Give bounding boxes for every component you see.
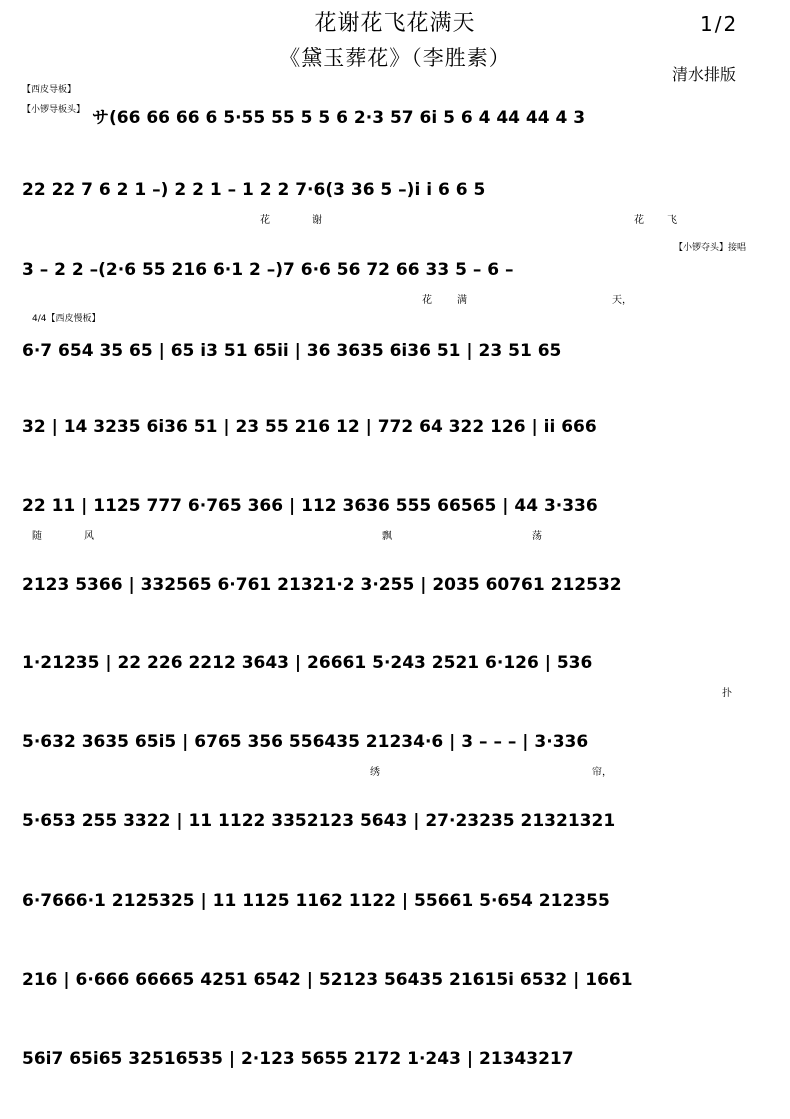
arranger-credit: 清水排版: [672, 65, 737, 84]
lyric: 花: [260, 215, 270, 226]
notation-line: 216 | 6·666 66665 4251 6542 | 52123 56435 21615i 6532 | 1661: [22, 970, 633, 990]
notation-line: 1·21235 | 22 226 2212 3643 | 26661 5·243 2521 6·126 | 536: [22, 653, 593, 673]
lyric: 飞: [667, 215, 677, 226]
notation-line: サ(66 66 66 6 5·55 55 5 5 6 2·3 57 6i 5 6 4 44 44 4 3: [92, 107, 586, 128]
score-system-13: [22, 1044, 772, 1088]
lyric: 随: [32, 531, 42, 542]
lyric: 花: [422, 295, 432, 306]
notation-line: 32 | 14 3235 6i36 51 | 23 55 216 12 | 772 64 322 126 | ii 666: [22, 417, 597, 437]
page-number: 1/2: [700, 12, 739, 36]
notation-line: 22 11 | 1125 777 6·765 366 | 112 3636 555 66565 | 44 3·336: [22, 496, 598, 516]
score-system-3: [22, 243, 772, 306]
lyric: 天，: [612, 295, 632, 306]
score-system-4: [22, 314, 772, 380]
score-system-2: [22, 175, 772, 226]
notation-line: 56i7 65i65 32516535 | 2·123 5655 2172 1·243 | 21343217: [22, 1049, 574, 1069]
page-title: 花谢花飞花满天: [314, 11, 476, 36]
lyric: 风: [84, 531, 94, 542]
section-tag: 4/4【西皮慢板】: [32, 314, 101, 324]
lyric: 帘，: [592, 767, 612, 778]
score-system-8: [22, 648, 772, 699]
lyric: 扑: [722, 688, 732, 699]
notation-line: 6·7 654 35 65 | 65 i3 51 65ii | 36 3635 6i36 51 | 23 51 65: [22, 341, 562, 361]
score-system-10: [22, 806, 772, 850]
score-system-9: [22, 727, 772, 778]
notation-line: 6·7666·1 2125325 | 11 1125 1162 1122 | 55661 5·654 212355: [22, 891, 610, 911]
score-system-7: [22, 570, 772, 614]
section-tag: 【小锣导板头】: [22, 105, 86, 115]
lyric: 飘: [382, 531, 392, 542]
lyric: 谢: [312, 215, 322, 226]
section-tag: 【小锣夺头】接唱: [674, 243, 747, 253]
score-system-5: [22, 412, 772, 456]
page-subtitle: 《黛玉葬花》（李胜素）: [279, 46, 511, 70]
lyric: 满: [457, 295, 467, 306]
notation-line: 5·632 3635 65i5 | 6765 356 556435 21234·6 | 3 – – – | 3·336: [22, 732, 589, 752]
score-system-12: [22, 965, 772, 1009]
notation-line: 3 – 2 2 –(2·6 55 216 6·1 2 –)7 6·6 56 72 66 33 5 – 6 –: [22, 260, 514, 280]
notation-line: 2123 5366 | 332565 6·761 21321·2 3·255 | 2035 60761 212532: [22, 575, 622, 595]
lyric: 花: [634, 215, 644, 226]
score-system-6: [22, 491, 772, 542]
lyric: 荡: [532, 531, 542, 542]
lyric: 绣: [370, 767, 380, 778]
notation-line: 5·653 255 3322 | 11 1122 3352123 5643 | 27·23235 21321321: [22, 811, 616, 831]
notation-line: 22 22 7 6 2 1 –) 2 2 1 – 1 2 2 7·6(3 36 5 –)i i 6 6 5: [22, 180, 486, 200]
score-system-11: [22, 886, 772, 930]
score-system-1: [22, 85, 772, 144]
section-tag: 【西皮导板】: [22, 85, 77, 95]
